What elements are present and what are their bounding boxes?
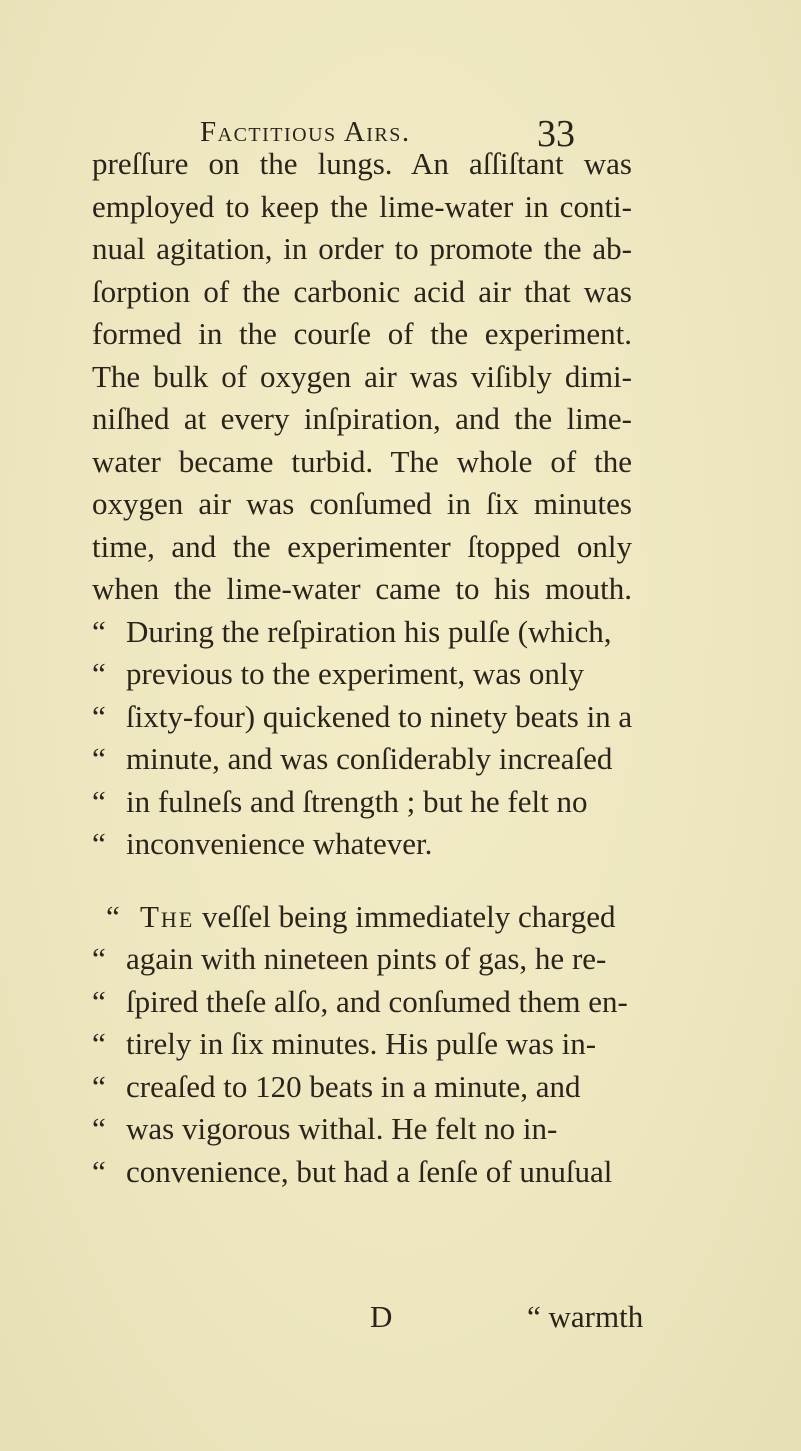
quoted-line <box>92 1151 632 1194</box>
quoted-line <box>92 981 632 1024</box>
quote-mark: “ <box>92 826 106 861</box>
text-line: employed to keep the lime-water in conti- <box>92 188 632 224</box>
quote-mark: “ <box>92 698 106 734</box>
text-line: when the lime-water came to his mouth. <box>92 571 632 606</box>
quoted-text: ſpired theſe alſo, and conſumed them en- <box>126 983 628 1019</box>
page-number: 33 <box>537 113 575 155</box>
text-line: water became turbid. The whole of the <box>92 443 632 479</box>
signature-mark: D <box>370 1299 393 1334</box>
quote-mark: “ <box>92 941 106 976</box>
text-line: ſorption of the carbonic acid air that was <box>92 273 632 309</box>
quoted-text: tirely in ſix minutes. His pulſe was in- <box>126 1026 597 1061</box>
quoted-text: minute, and was conſiderably increaſed <box>126 741 613 776</box>
quoted-line <box>92 1066 632 1109</box>
quoted-line <box>92 611 632 654</box>
running-head: Factitious Airs. <box>200 116 411 148</box>
quote-mark: “ <box>92 1068 106 1104</box>
quote-mark: “ <box>106 898 120 934</box>
quoted-text: inconvenience whatever. <box>126 826 433 861</box>
text-line: nual agitation, in order to promote the ab- <box>92 231 632 266</box>
page-footer <box>0 1295 801 1339</box>
catchword: “ warmth <box>527 1299 644 1334</box>
quoted-text: ſixty-four) quickened to ninety beats in a <box>126 698 633 734</box>
quoted-line <box>92 738 632 781</box>
text-line: oxygen air was conſumed in ſix minutes <box>92 486 632 521</box>
quote-mark: “ <box>92 1111 106 1146</box>
quote-mark: “ <box>92 983 106 1019</box>
quoted-text: convenience, but had a ſenſe of unuſual <box>126 1153 613 1189</box>
quoted-text: During the reſpiration his pulſe (which, <box>126 613 612 649</box>
quoted-text: again with nineteen pints of gas, he re- <box>126 941 607 976</box>
quoted-line <box>92 938 632 981</box>
text-line: formed in the courſe of the experiment. <box>92 316 632 351</box>
quoted-text: was vigorous withal. He felt no in- <box>126 1111 558 1146</box>
text-line: time, and the experimenter ſtopped only <box>92 528 632 564</box>
quoted-line <box>92 823 632 866</box>
quoted-text: previous to the experiment, was only <box>126 656 585 691</box>
paragraph-lead-word: The <box>140 898 195 934</box>
quoted-text: in fulneſs and ſtrength ; but he felt no <box>126 783 588 819</box>
quoted-text: creaſed to 120 beats in a minute, and <box>126 1068 581 1104</box>
quoted-line <box>92 653 632 696</box>
quoted-line <box>92 1023 632 1066</box>
text-line: niſhed at every inſpiration, and the lime- <box>92 401 632 436</box>
quote-mark: “ <box>92 1026 106 1061</box>
text-line: preſſure on the lungs. An aſſiſtant was <box>92 146 632 181</box>
quote-mark: “ <box>92 1153 106 1189</box>
quoted-text: veſſel being immediately charged <box>202 898 616 934</box>
text-line: The bulk of oxygen air was viſibly dimi- <box>92 358 632 394</box>
quoted-line <box>92 696 632 739</box>
quote-mark: “ <box>92 783 106 819</box>
quote-mark: “ <box>92 656 106 691</box>
quoted-line <box>92 781 632 824</box>
quoted-line <box>92 1108 632 1151</box>
body-text <box>92 143 632 1193</box>
quote-mark: “ <box>92 741 106 776</box>
quote-mark: “ <box>92 613 106 649</box>
paragraph-opening-line <box>92 896 632 939</box>
